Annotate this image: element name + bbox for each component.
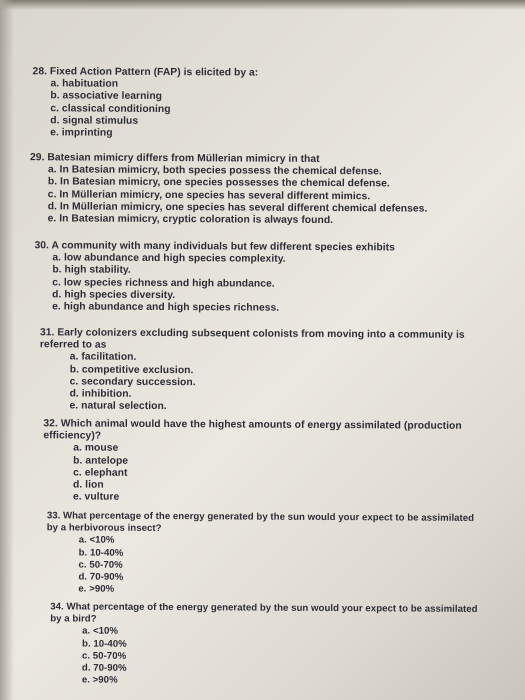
answer-option: a. facilitation.: [69, 351, 137, 364]
answer-option: a. <10%: [78, 534, 115, 547]
question-text: 33. What percentage of the energy generated by the sun would your expect to be assimilated by a herbivorous insect?: [46, 510, 475, 535]
question-text: 29. Batesian mimicry differs from Müllerian mimicry in that: [30, 152, 320, 165]
question-text: 32. Which animal would have the highest amounts of energy assimilated (production efficiency)?: [43, 418, 462, 442]
answer-option: b. competitive exclusion.: [69, 364, 194, 376]
answer-option: e. In Batesian mimicry, cryptic coloration is always found.: [47, 213, 334, 227]
answer-option: b. high stability.: [52, 264, 131, 277]
question-text: 28. Fixed Action Pattern (FAP) is elicited by a:: [32, 66, 259, 79]
question-32: [43, 418, 484, 506]
question-text: 34. What percentage of the energy generated by the sun would your expect to be assimilated by a bird?: [50, 601, 478, 625]
answer-option: d. lion: [73, 479, 104, 491]
answer-option: e. high abundance and high species richness.: [52, 301, 280, 314]
answer-option: b. antelope: [73, 455, 129, 467]
answer-option: a. low abundance and high species complexity.: [52, 252, 286, 265]
answer-option: d. inhibition.: [69, 388, 132, 400]
question-29: [30, 152, 470, 228]
answer-option: d. 70-90%: [81, 662, 127, 674]
question-30: [34, 240, 474, 316]
answer-option: b. associative learning: [50, 90, 163, 103]
answer-option: c. secondary succession.: [69, 376, 196, 389]
answer-option: d. 70-90%: [78, 571, 124, 583]
question-33: [46, 510, 487, 598]
answer-option: a. In Batesian mimicry, both species possess the chemical defense.: [47, 164, 382, 178]
answer-option: c. classical conditioning: [50, 102, 171, 115]
answer-option: a. habituation: [50, 78, 119, 90]
answer-option: d. In Müllerian mimicry, one species has several different chemical defenses.: [47, 201, 428, 215]
answer-option: d. high species diversity.: [52, 289, 176, 301]
answer-option: c. elephant: [73, 467, 128, 479]
answer-option: c. In Müllerian mimicry, one species has several different mimics.: [47, 188, 371, 202]
answer-option: e. natural selection.: [69, 400, 167, 413]
answer-option: b. 10-40%: [78, 547, 124, 559]
answer-option: a. <10%: [82, 625, 119, 638]
answer-option: b. 10-40%: [82, 638, 127, 650]
answer-option: b. In Batesian mimicry, one species possesses the chemical defense.: [47, 176, 390, 190]
question-text: 30. A community with many individuals but few different species exhibits: [34, 240, 395, 254]
answer-option: c. 50-70%: [78, 559, 123, 571]
answer-option: e. vulture: [72, 491, 120, 503]
answer-option: e. >90%: [78, 583, 115, 595]
answer-option: e. imprinting: [50, 127, 113, 139]
answer-option: a. mouse: [73, 442, 119, 455]
answer-option: c. 50-70%: [81, 650, 127, 662]
question-28: [32, 66, 472, 142]
question-34: [50, 601, 491, 689]
answer-option: e. >90%: [81, 674, 118, 686]
answer-option: d. signal stimulus: [50, 115, 139, 127]
answer-option: c. low species richness and high abundance.: [52, 276, 275, 290]
question-31: [39, 327, 480, 415]
question-text: 31. Early colonizers excluding subsequent colonists from moving into a community is referred to as: [39, 327, 465, 351]
